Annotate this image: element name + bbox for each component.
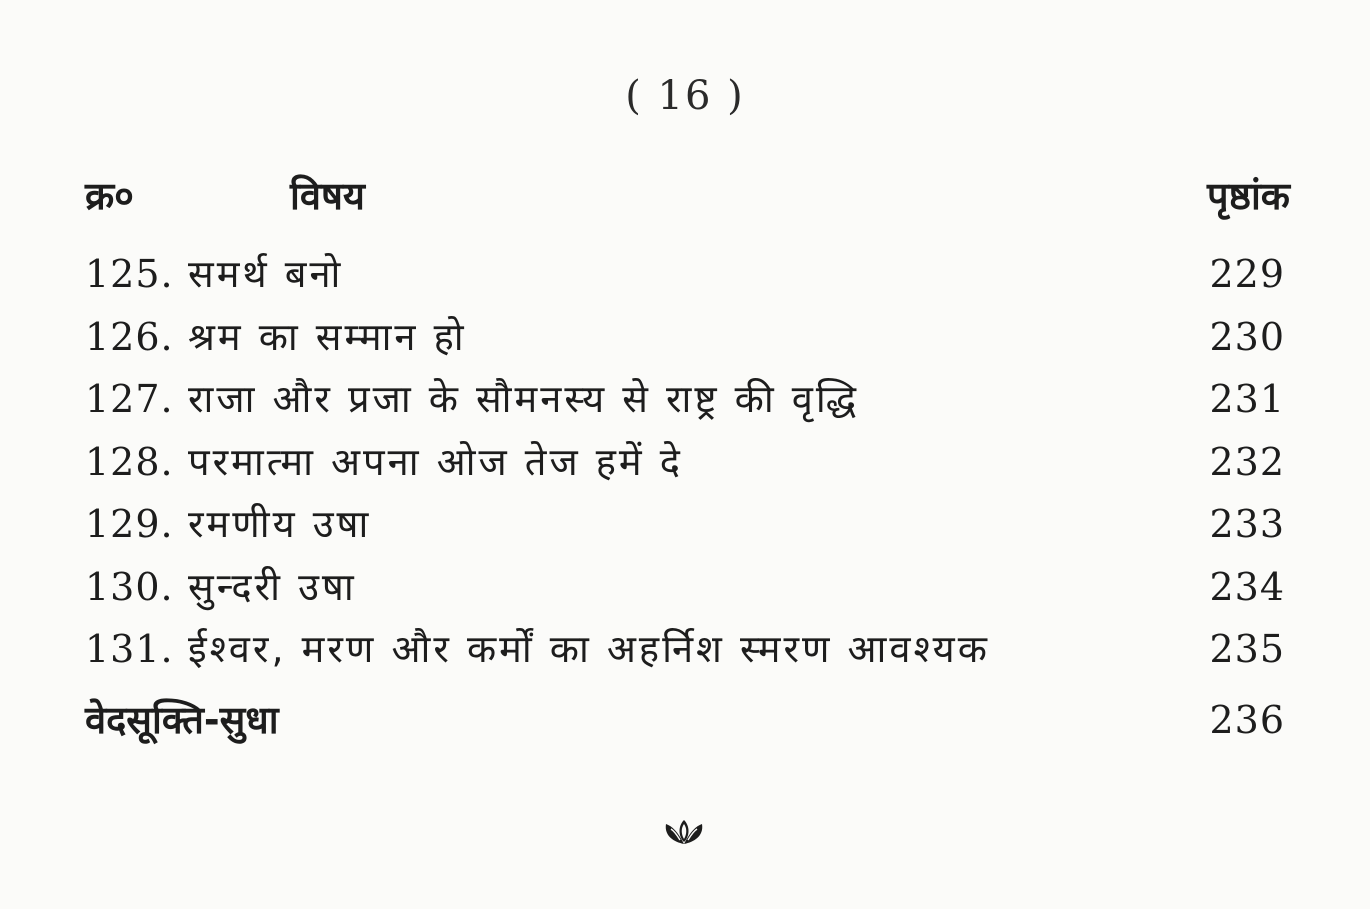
toc-entry (85, 244, 1285, 307)
entry-page: 234 (1209, 564, 1285, 609)
entry-page: 233 (1209, 502, 1285, 546)
entry-number: 131. (85, 627, 174, 671)
toc-entry (85, 369, 1285, 432)
entry-title: रमणीय उषा (188, 502, 372, 546)
entry-page: 229 (1209, 252, 1285, 296)
toc-list (85, 244, 1285, 682)
entry-title: समर्थ बनो (188, 252, 344, 296)
entry-number: 129. (85, 502, 174, 546)
appendix-entry (85, 690, 1285, 752)
subject-heading: विषय (290, 174, 365, 218)
toc-entry (85, 619, 1285, 682)
entry-number: 126. (85, 314, 174, 359)
entry-page: 235 (1209, 627, 1285, 671)
entry-title: ईश्वर, मरण और कर्मों का अहर्निश स्मरण आवश्यक (188, 627, 990, 671)
toc-entry (85, 307, 1285, 370)
toc-entry (85, 494, 1285, 557)
toc-entry (85, 432, 1285, 495)
entry-title: परमात्मा अपना ओज तेज हमें दे (188, 439, 683, 484)
toc-header (85, 168, 1290, 228)
entry-number: 127. (85, 377, 174, 421)
appendix-title: वेदसूक्ति-सुधा (85, 698, 279, 742)
toc-entry (85, 557, 1285, 620)
entry-page: 231 (1209, 377, 1285, 421)
entry-title: राजा और प्रजा के सौमनस्य से राष्ट्र की वृद्धि (188, 377, 860, 421)
entry-number: 130. (85, 564, 174, 609)
lotus-ornament-icon (662, 818, 706, 846)
entry-title: सुन्दरी उषा (188, 564, 357, 609)
entry-number: 125. (85, 252, 174, 296)
entry-page: 230 (1209, 314, 1285, 359)
appendix-page: 236 (1209, 698, 1285, 742)
serial-number-heading: क्र० (85, 174, 134, 218)
page-number-heading: पृष्ठांक (1207, 174, 1290, 218)
entry-page: 232 (1209, 439, 1285, 484)
page-number: ( 16 ) (625, 73, 745, 119)
entry-title: श्रम का सम्मान हो (188, 314, 467, 359)
entry-number: 128. (85, 439, 174, 484)
